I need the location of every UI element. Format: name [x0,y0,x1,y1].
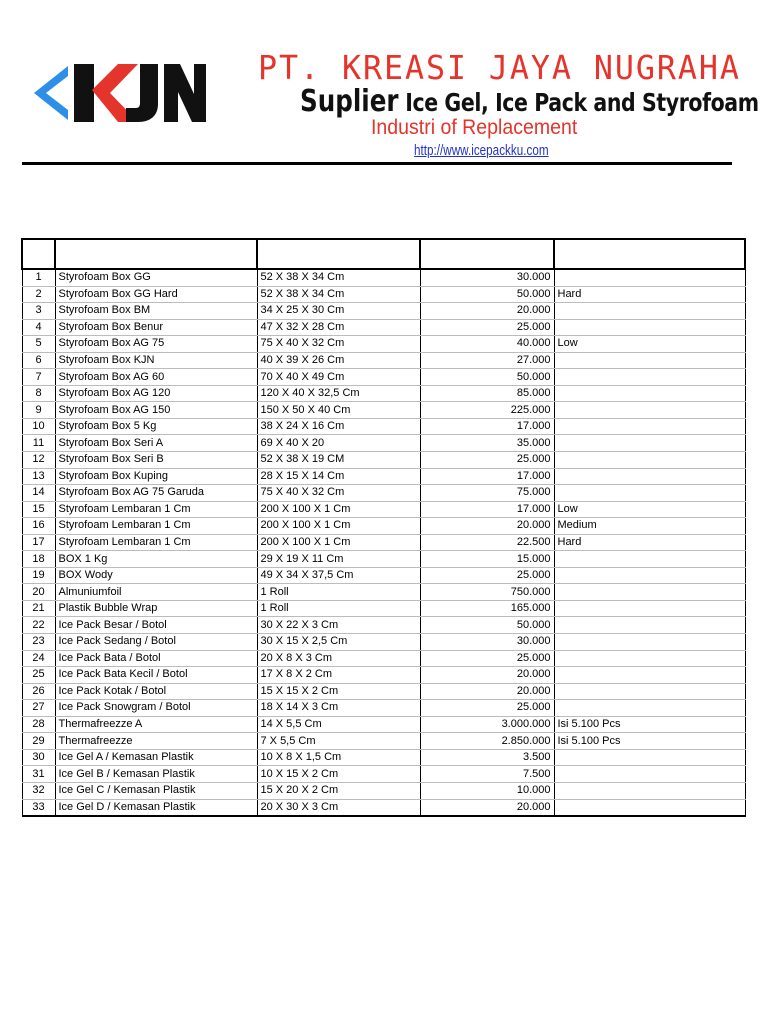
item-size: 38 X 24 X 16 Cm [257,418,420,435]
item-size: 29 X 19 X 11 Cm [257,551,420,568]
item-price: 17.000 [420,468,554,485]
item-note [554,634,745,651]
item-name: Styrofoam Box AG 75 Garuda [55,485,257,502]
item-size: 10 X 8 X 1,5 Cm [257,749,420,766]
item-name: BOX 1 Kg [55,551,257,568]
row-number: 17 [22,534,55,551]
item-note [554,468,745,485]
company-tagline [300,84,759,119]
item-price: 25.000 [420,319,554,336]
item-price: 25.000 [420,567,554,584]
item-name: Styrofoam Box AG 150 [55,402,257,419]
table-body [22,269,745,816]
item-note: Medium [554,518,745,535]
item-note [554,319,745,336]
row-number: 26 [22,683,55,700]
company-name: PT. KREASI JAYA NUGRAHA [258,48,741,87]
item-name: Ice Pack Kotak / Botol [55,683,257,700]
item-name: Ice Pack Bata Kecil / Botol [55,667,257,684]
item-size: 75 X 40 X 32 Cm [257,485,420,502]
row-number: 27 [22,700,55,717]
item-size: 40 X 39 X 26 Cm [257,352,420,369]
table-row [22,584,745,601]
row-number: 15 [22,501,55,518]
item-note [554,683,745,700]
item-name: Styrofoam Box Seri B [55,452,257,469]
item-size: 75 X 40 X 32 Cm [257,336,420,353]
item-note [554,485,745,502]
table-row [22,402,745,419]
row-number: 28 [22,716,55,733]
item-note [554,452,745,469]
website-link[interactable]: http://www.icepackku.com [414,142,549,159]
item-name: Thermafreezze [55,733,257,750]
item-note [554,551,745,568]
item-price: 30.000 [420,634,554,651]
item-price: 75.000 [420,485,554,502]
item-price: 10.000 [420,782,554,799]
item-size: 52 X 38 X 34 Cm [257,269,420,286]
item-name: Styrofoam Box Seri A [55,435,257,452]
item-price: 85.000 [420,385,554,402]
row-number: 3 [22,303,55,320]
item-note [554,584,745,601]
item-size: 20 X 30 X 3 Cm [257,799,420,816]
item-size: 200 X 100 X 1 Cm [257,501,420,518]
item-size: 47 X 32 X 28 Cm [257,319,420,336]
item-note [554,303,745,320]
item-note [554,567,745,584]
row-number: 18 [22,551,55,568]
table-row [22,551,745,568]
table-row [22,766,745,783]
row-number: 8 [22,385,55,402]
item-size: 15 X 20 X 2 Cm [257,782,420,799]
item-note [554,600,745,617]
table-row [22,452,745,469]
table-row [22,716,745,733]
row-number: 1 [22,269,55,286]
row-number: 31 [22,766,55,783]
item-size: 14 X 5,5 Cm [257,716,420,733]
item-price: 20.000 [420,683,554,700]
item-name: Ice Gel B / Kemasan Plastik [55,766,257,783]
row-number: 30 [22,749,55,766]
item-size: 30 X 15 X 2,5 Cm [257,634,420,651]
item-name: Plastik Bubble Wrap [55,600,257,617]
tagline-products: Ice Gel, Ice Pack and Styrofoam [398,88,759,117]
item-note [554,269,745,286]
table-row [22,733,745,750]
item-name: Ice Gel A / Kemasan Plastik [55,749,257,766]
table-row [22,286,745,303]
tagline-suplier: Suplier [300,84,399,119]
item-note [554,369,745,386]
row-number: 22 [22,617,55,634]
item-name: Styrofoam Box Benur [55,319,257,336]
row-number: 11 [22,435,55,452]
item-size: 49 X 34 X 37,5 Cm [257,567,420,584]
item-note: Low [554,501,745,518]
table-row [22,418,745,435]
row-number: 21 [22,600,55,617]
table-row [22,336,745,353]
item-size: 200 X 100 X 1 Cm [257,518,420,535]
item-size: 69 X 40 X 20 [257,435,420,452]
row-number: 29 [22,733,55,750]
item-name: Styrofoam Box Kuping [55,468,257,485]
company-subtitle: Industri of Replacement [371,116,578,139]
item-price: 20.000 [420,799,554,816]
table-row [22,799,745,816]
row-number: 16 [22,518,55,535]
table-row [22,435,745,452]
table-row [22,650,745,667]
row-number: 24 [22,650,55,667]
item-price: 2.850.000 [420,733,554,750]
item-note [554,766,745,783]
item-note [554,435,745,452]
item-price: 22.500 [420,534,554,551]
header-cell-note [554,239,745,269]
item-price: 20.000 [420,303,554,320]
item-note [554,700,745,717]
item-price: 165.000 [420,600,554,617]
item-note [554,799,745,816]
item-size: 52 X 38 X 19 CM [257,452,420,469]
item-note: Isi 5.100 Pcs [554,716,745,733]
item-name: Almuniumfoil [55,584,257,601]
table-row [22,600,745,617]
item-price: 17.000 [420,501,554,518]
price-table [21,238,746,817]
table-row [22,567,745,584]
item-size: 20 X 8 X 3 Cm [257,650,420,667]
company-logo [32,60,207,126]
table-row [22,617,745,634]
item-note: Low [554,336,745,353]
table-row [22,385,745,402]
table-row [22,501,745,518]
item-price: 35.000 [420,435,554,452]
table-row [22,319,745,336]
row-number: 33 [22,799,55,816]
item-name: Ice Pack Bata / Botol [55,650,257,667]
header-cell-item [55,239,257,269]
item-name: Styrofoam Lembaran 1 Cm [55,534,257,551]
row-number: 6 [22,352,55,369]
item-note [554,418,745,435]
item-size: 30 X 22 X 3 Cm [257,617,420,634]
item-name: Styrofoam Box AG 60 [55,369,257,386]
item-price: 225.000 [420,402,554,419]
item-name: Styrofoam Box AG 120 [55,385,257,402]
row-number: 10 [22,418,55,435]
row-number: 12 [22,452,55,469]
row-number: 9 [22,402,55,419]
row-number: 5 [22,336,55,353]
item-note [554,749,745,766]
row-number: 14 [22,485,55,502]
item-size: 150 X 50 X 40 Cm [257,402,420,419]
row-number: 7 [22,369,55,386]
item-price: 750.000 [420,584,554,601]
item-note [554,617,745,634]
item-note [554,352,745,369]
item-name: BOX Wody [55,567,257,584]
table-row [22,534,745,551]
row-number: 23 [22,634,55,651]
item-note [554,385,745,402]
item-note: Hard [554,286,745,303]
item-price: 25.000 [420,452,554,469]
item-name: Styrofoam Lembaran 1 Cm [55,518,257,535]
table-row [22,749,745,766]
item-name: Styrofoam Box GG Hard [55,286,257,303]
table-row [22,683,745,700]
item-note: Hard [554,534,745,551]
item-name: Ice Pack Sedang / Botol [55,634,257,651]
item-price: 25.000 [420,700,554,717]
item-size: 7 X 5,5 Cm [257,733,420,750]
table-row [22,634,745,651]
item-name: Styrofoam Lembaran 1 Cm [55,501,257,518]
item-name: Styrofoam Box AG 75 [55,336,257,353]
row-number: 2 [22,286,55,303]
item-note [554,402,745,419]
item-size: 10 X 15 X 2 Cm [257,766,420,783]
item-price: 30.000 [420,269,554,286]
item-size: 120 X 40 X 32,5 Cm [257,385,420,402]
table-row [22,518,745,535]
item-name: Thermafreezze A [55,716,257,733]
item-name: Styrofoam Box KJN [55,352,257,369]
table-row [22,468,745,485]
item-note [554,650,745,667]
item-price: 7.500 [420,766,554,783]
item-note [554,667,745,684]
item-price: 27.000 [420,352,554,369]
item-name: Styrofoam Box GG [55,269,257,286]
item-price: 3.500 [420,749,554,766]
item-note: Isi 5.100 Pcs [554,733,745,750]
row-number: 19 [22,567,55,584]
item-size: 34 X 25 X 30 Cm [257,303,420,320]
item-price: 15.000 [420,551,554,568]
row-number: 13 [22,468,55,485]
item-size: 18 X 14 X 3 Cm [257,700,420,717]
row-number: 20 [22,584,55,601]
table-row [22,485,745,502]
table-row [22,369,745,386]
item-size: 1 Roll [257,584,420,601]
item-name: Ice Gel C / Kemasan Plastik [55,782,257,799]
table-row [22,782,745,799]
item-price: 40.000 [420,336,554,353]
table-row [22,667,745,684]
item-price: 50.000 [420,369,554,386]
item-name: Ice Gel D / Kemasan Plastik [55,799,257,816]
item-price: 50.000 [420,617,554,634]
item-size: 28 X 15 X 14 Cm [257,468,420,485]
item-size: 52 X 38 X 34 Cm [257,286,420,303]
row-number: 32 [22,782,55,799]
header-divider [22,162,732,165]
item-price: 17.000 [420,418,554,435]
item-size: 70 X 40 X 49 Cm [257,369,420,386]
table-row [22,700,745,717]
item-name: Styrofoam Box 5 Kg [55,418,257,435]
item-price: 3.000.000 [420,716,554,733]
item-name: Ice Pack Besar / Botol [55,617,257,634]
table-row [22,303,745,320]
table-row [22,352,745,369]
item-note [554,782,745,799]
table-row [22,269,745,286]
item-size: 15 X 15 X 2 Cm [257,683,420,700]
row-number: 25 [22,667,55,684]
header-cell-size [257,239,420,269]
item-name: Styrofoam Box BM [55,303,257,320]
item-price: 20.000 [420,518,554,535]
item-size: 1 Roll [257,600,420,617]
item-name: Ice Pack Snowgram / Botol [55,700,257,717]
item-price: 25.000 [420,650,554,667]
row-number: 4 [22,319,55,336]
header-cell-price [420,239,554,269]
item-price: 50.000 [420,286,554,303]
item-price: 20.000 [420,667,554,684]
table-header-row [22,239,745,269]
item-size: 200 X 100 X 1 Cm [257,534,420,551]
header-cell-no [22,239,55,269]
item-size: 17 X 8 X 2 Cm [257,667,420,684]
